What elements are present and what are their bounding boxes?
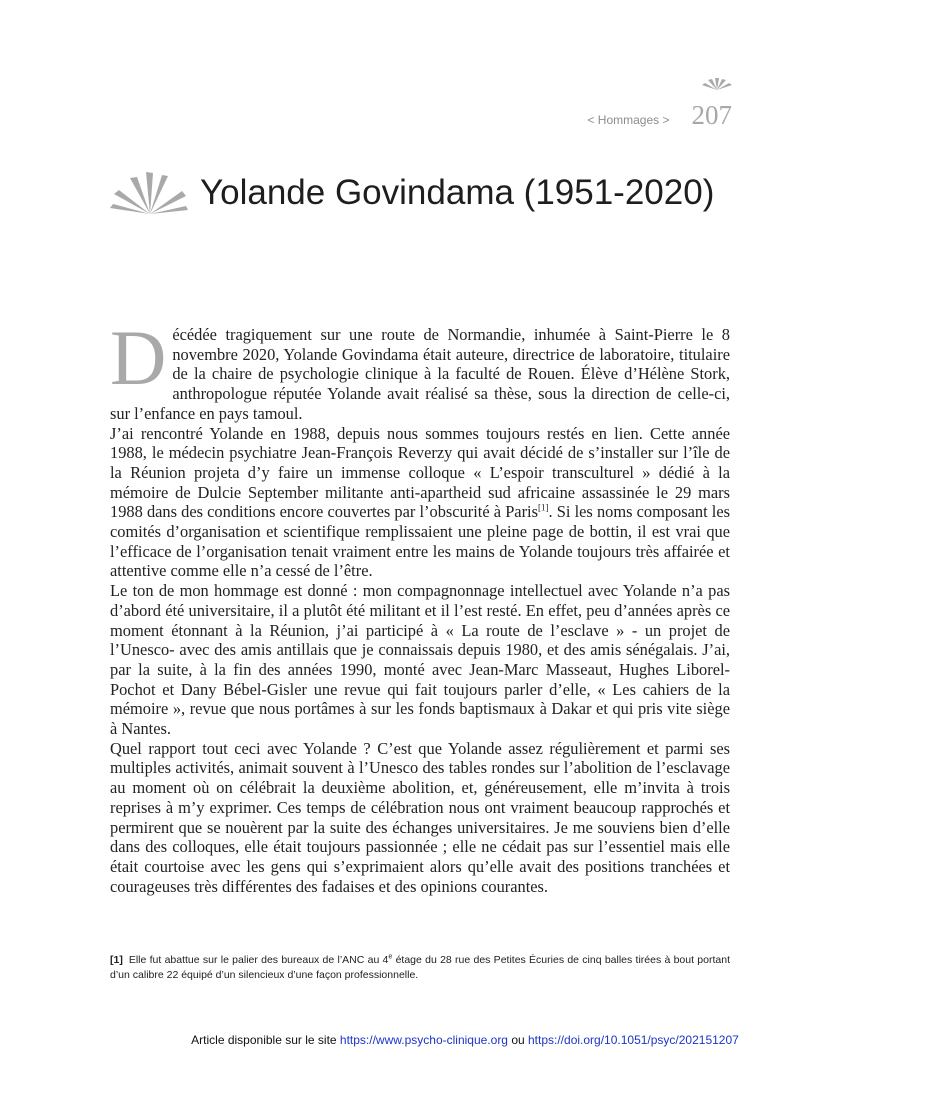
title-row (110, 170, 714, 216)
running-header (532, 70, 732, 130)
paragraph-3: Le ton de mon hommage est donné : mon compagnonnage intellectuel avec Yolande n’a pas d’abord été universitaire, il a plutôt été militant et il l’est resté. En effet, peu d’années après ce moment étonnant à la Réunion, j’ai participé à « La route de l’esclave » - un projet de l’Unesco- avec des amis antillais que je connaissais depuis 1980, et des amis sénégalais. J’ai, par la suite, à la fin des années 1990, monté avec Jean-Marc Masseaut, Hughes Liborel-Pochot et Dany Bébel-Gisler une revue qui fait toujours parler d’elle, « Les cahiers de la mémoire », revue que nous portâmes à sur les fonds baptismaux à Dakar et qui pris vite siège à Nantes. (110, 581, 730, 739)
paragraph-1-text: écédée tragiquement sur une route de Normandie, inhumée à Saint-Pierre le 8 novembre 2020, Yolande Govindama était auteure, directrice de laboratoire, titulaire de la chaire de psychologie clinique à la faculté de Rouen. Élève d’Hélène Stork, anthropologue réputée Yolande avait réalisé sa thèse, sous la direction de celle-ci, sur l’enfance en pays tamoul. (110, 325, 730, 423)
section-name: < Hommages > (587, 113, 670, 127)
footnote-reference[interactable]: [1] (537, 502, 549, 513)
footnote-superscript: e (388, 953, 393, 961)
footnote-text-b: étage du 28 rue des Petites Écuries de cinq balles tirées à bout portant d’un calibre 22 équipé d’un silencieux d’une façon professionnelle. (110, 954, 730, 981)
drop-cap: D (110, 314, 167, 401)
article-body (110, 314, 731, 896)
page-number: 207 (691, 100, 732, 130)
footnote-number: [1] (110, 954, 123, 966)
footnote-text-a: Elle fut abattue sur le palier des bureaux de l’ANC au 4 (128, 954, 389, 966)
notice-middle: ou (507, 1033, 528, 1047)
article-title: Yolande Govindama (1951-2020) (200, 173, 715, 212)
paragraph-2-text-b: . Si les noms composant les comités d’organisation et scientifique remplissaient une pleine page de bottin, il est vrai que l’efficace de l’organisation tenait vraiment entre les mains de Yolande toujours très affairée et attentive comme elle n’a cessé de l’être. (110, 502, 731, 581)
notice-prefix: Article disponible sur le site (191, 1033, 340, 1047)
paragraph-2-text-a: J’ai rencontré Yolande en 1988, depuis nous sommes toujours restés en lien. Cette année 1988, le médecin psychiatre Jean-François Reverzy qui avait décidé de s’installer sur l’île de la Réunion projeta d’y faire un immense colloque « L’espoir transculturel » dédié à la mémoire de Dulcie September militante anti-apartheid sud africaine assassinée le 29 mars 1988 dans des conditions encore couvertes par l’obscurité à Paris (110, 423, 730, 522)
paragraph-4: Quel rapport tout ceci avec Yolande ? C’est que Yolande assez régulièrement et parmi ses multiples activités, animait souvent à l’Unesco des tables rondes sur l’abolition de l’esclavage au moment où on célébrait la deuxième abolition, et, généreusement, elle m’invita à trois reprises à m’y exprimer. Ces temps de célébration nous ont vraiment beaucoup rapprochés et permirent que se nouèrent par la suite des échanges universitaires. Je me souviens bien d’elle dans des colloques, elle était toujours passionnée ; elle ne cédait pas sur l’essentiel mais elle était courtoise avec les gens qui s’exprimaient alors qu’elle avait des positions tranchées et courageuses très différentes des fadaises et des opinions courantes. (110, 738, 730, 896)
footnote (110, 953, 730, 983)
header-line (587, 100, 732, 131)
doi-link[interactable]: https://doi.org/10.1051/psyc/202151207 (528, 1033, 739, 1047)
paragraph-2 (110, 424, 730, 582)
paragraph-1 (110, 314, 730, 424)
leaf-ornament-icon (110, 170, 188, 216)
leaf-ornament-icon (702, 76, 732, 90)
site-link[interactable]: https://www.psycho-clinique.org (339, 1033, 508, 1047)
availability-notice (0, 1033, 930, 1047)
